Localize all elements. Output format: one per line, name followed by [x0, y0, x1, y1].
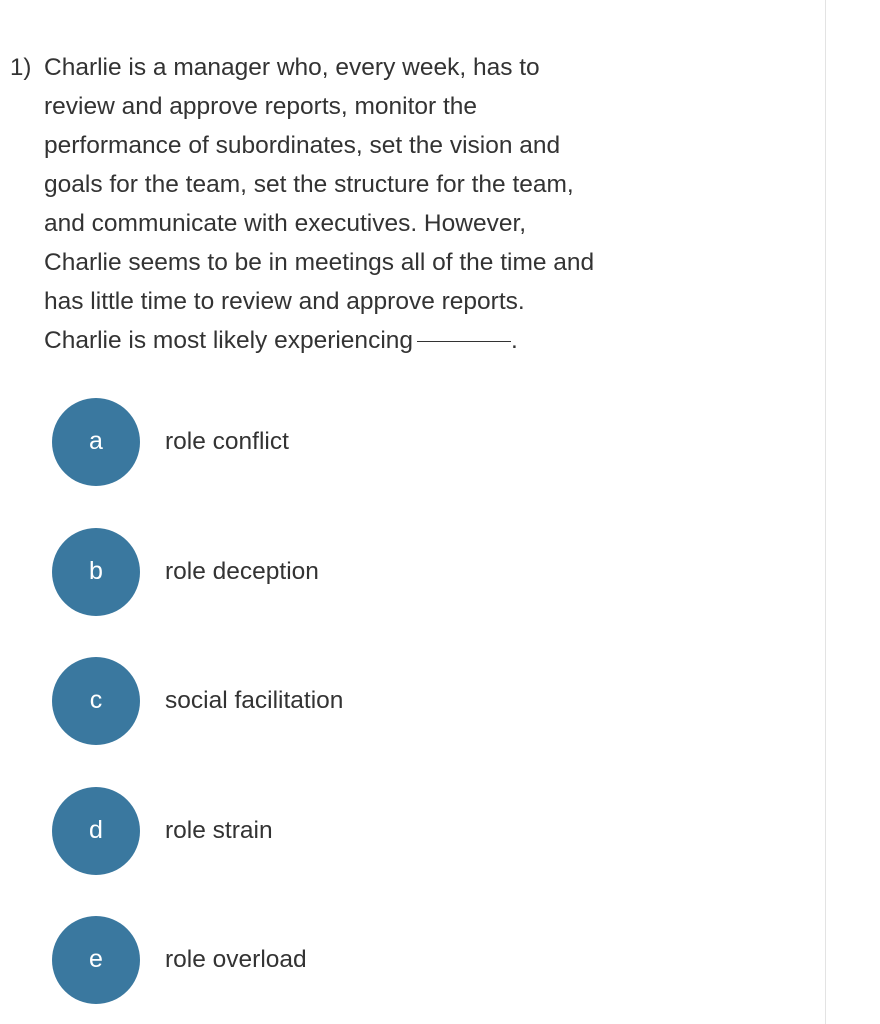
question-number: 1) — [10, 54, 32, 81]
question-line: Charlie is most likely experiencing — [44, 327, 414, 354]
option-d-text[interactable]: role strain — [165, 816, 273, 844]
question-line-last — [44, 321, 690, 360]
option-e-bubble[interactable]: e — [52, 916, 140, 1004]
option-b-bubble[interactable]: b — [52, 528, 140, 616]
question-line: review and approve reports, monitor the — [44, 93, 478, 120]
option-d[interactable] — [52, 786, 652, 875]
option-a-text[interactable]: role conflict — [165, 427, 289, 455]
option-c-text[interactable]: social facilitation — [165, 686, 344, 714]
question-block — [10, 48, 690, 360]
option-d-bubble[interactable]: d — [52, 787, 140, 875]
option-e-text[interactable]: role overload — [165, 945, 307, 973]
option-a-bubble[interactable]: a — [52, 398, 140, 486]
option-e[interactable] — [52, 915, 652, 1004]
question-line: has little time to review and approve reports. — [44, 288, 525, 315]
question-line: Charlie seems to be in meetings all of the time and — [44, 249, 595, 276]
option-a[interactable] — [52, 397, 652, 486]
option-c-bubble[interactable]: c — [52, 657, 140, 745]
question-line: Charlie is a manager who, every week, has to — [44, 54, 540, 81]
option-b-text[interactable]: role deception — [165, 557, 319, 585]
right-panel-divider — [825, 0, 826, 1024]
question-line: and communicate with executives. However, — [44, 210, 527, 237]
question-stem — [44, 48, 690, 360]
answer-blank — [417, 341, 511, 342]
question-line: performance of subordinates, set the vision and — [44, 132, 561, 159]
option-c[interactable] — [52, 656, 652, 745]
option-b[interactable] — [52, 527, 652, 616]
question-terminal: . — [511, 327, 518, 354]
question-line: goals for the team, set the structure for the team, — [44, 171, 574, 198]
